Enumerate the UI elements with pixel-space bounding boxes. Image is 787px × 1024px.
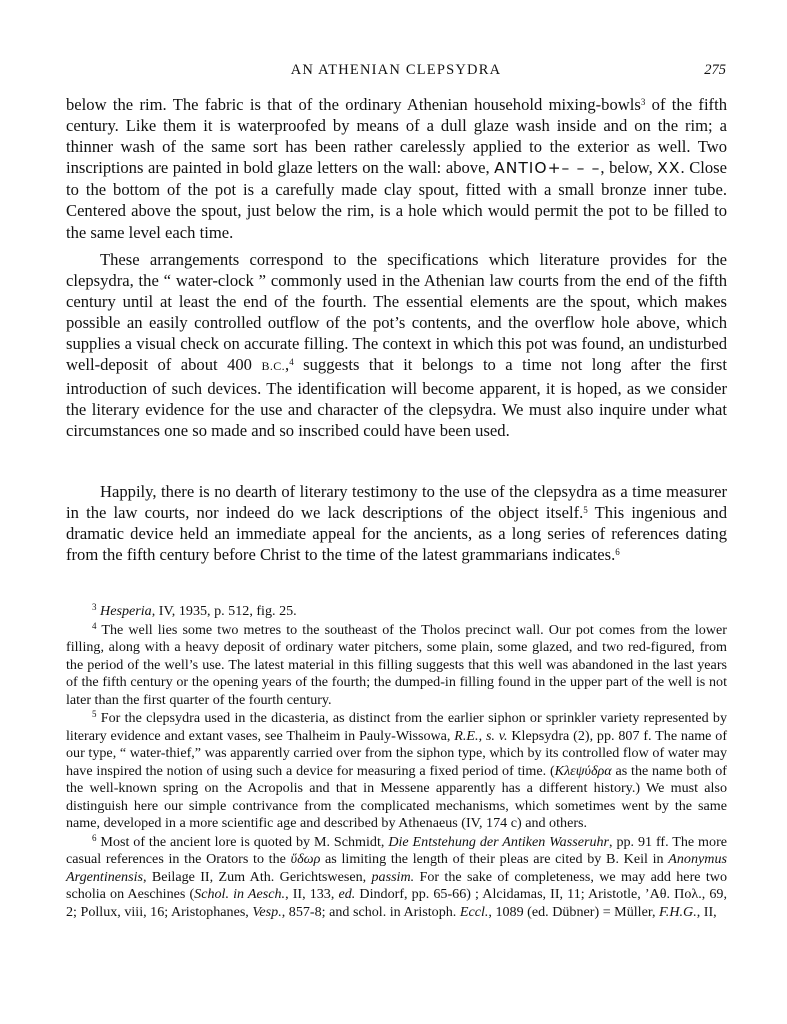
footnotes (66, 603, 727, 921)
paragraph-3: Happily, there is no dearth of literary testimony to the use of the clepsydra as a time measurer in the law courts, nor indeed do we lack descriptions of the object itself.$^5$ This ingenious and dramatic device held an immediate appeal for the ancients, as a long series of references dating from the fifth century before Christ to the time of the latest grammarians indicates.$^6$ (66, 482, 727, 565)
footnote-ref-6[interactable]: 6 (615, 547, 620, 558)
page-header (66, 62, 726, 84)
footnote-5: $^5$ For the clepsydra used in the dicasteria, as distinct from the earlier siphon or sprinkler variety represented by literary evidence and extant vases, see Thalheim in Pauly-Wissowa, R.E., s. v. Klepsydra (2), pp. 807 f. The name of our type, “ water-thief,” was apparently carried over from the siphon type, which by its controlled flow of water may have inspired the notion of using such a device for measuring a fixed period of time. (Κλεψύδρα as the name both of the well-known spring on the Acropolis and that in Messene apparently has a different history.) We must also distinguish here our simple contrivance from the complicated mechanisms, which sometimes went by the same name, developed in a more scientific age and described by Athenaeus (IV, 174 c) and others. (66, 709, 728, 831)
bc-abbrev: B.C. (261, 359, 286, 374)
footnote-4: $^4$ The well lies some two metres to the southeast of the Tholos precinct wall. Our pot comes from the lower filling, along with a heavy deposit of ordinary water pitchers, some plain, some glazed, and two red-figured, from the period of the well’s use. The latest material in this filling suggests that this well was abandoned in the last years of the fifth century or the opening years of the fourth; the dumped-in filling found in the upper part of the well is not later than the first quarter of the fourth century. (66, 620, 727, 708)
footnote-ref-5[interactable]: 5 (583, 505, 588, 516)
footnote-3: $^3$ Hesperia, IV, 1935, p. 512, fig. 25. (92, 602, 297, 619)
running-title: AN ATHENIAN CLEPSYDRA (290, 62, 502, 78)
footnote-6: $^6$ Most of the ancient lore is quoted by M. Schmidt, Die Entstehung der Antiken Wasseruhr, pp. 91 ff. The more casual references in the Orators to the ὕδωρ as limiting the length of their pleas are cited by B. Keil in Anonymus Argentinensis, Beilage II, Zum Ath. Gerichtswesen, passim. For the sake of completeness, we may add here two scholia on Aeschines (Schol. in Aesch., II, 133, ed. Dindorf, pp. 65-66) ; Alcidamas, II, 11; Aristotle, ’Αθ. Πολ., 69, 2; Pollux, viii, 16; Aristophanes, Vesp., 857-8; and schol. in Aristoph. Eccl., 1089 (ed. Dübner) = Müller, F.H.G., II, (66, 832, 728, 920)
footnote-ref-4[interactable]: 4 (289, 357, 294, 368)
footnote-ref-3[interactable]: 3 (640, 97, 646, 107)
inscription-above: ANTIO+– – – (494, 159, 601, 178)
paragraph-2: These arrangements correspond to the specifications which literature provides for the clepsydra, the “ water-clock ” commonly used in the Athenian law courts from the end of the fifth century until at least the end of the fourth. The essential elements are the spout, which makes possible an easily controlled outflow of the pot’s contents, and the overflow hole above, which supplies a visual check on accurate filling. The context in which this pot was found, an undisturbed well-deposit of about 400 B.C.,$^4$ suggests that it belongs to a time not long after the first introduction of such devices. The identification will become apparent, it is hoped, as we consider the literary evidence for the use and character of the clepsydra. We must also inquire under what circumstances one so made and so inscribed could have been used. (66, 250, 728, 440)
page-number: 275 (704, 62, 726, 78)
inscription-below: XX (657, 159, 681, 178)
paragraph-1: below the rim. The fabric is that of the ordinary Athenian household mixing-bowls$^3$ of the fifth century. Like them it is waterproofed by means of a dull glaze wash inside and on the rim; a thinner wash of the same sort has been rather carelessly applied to the exterior as well. Two inscriptions are painted in bold glaze letters on the wall: above, ANTIO+– – –, below, XX. Close to the bottom of the pot is a carefully made clay spout, fitted with a small bronze inner tube. Centered above the spout, just below the rim, is a hole which would permit the pot to be filled to the same level each time. (66, 95, 727, 242)
